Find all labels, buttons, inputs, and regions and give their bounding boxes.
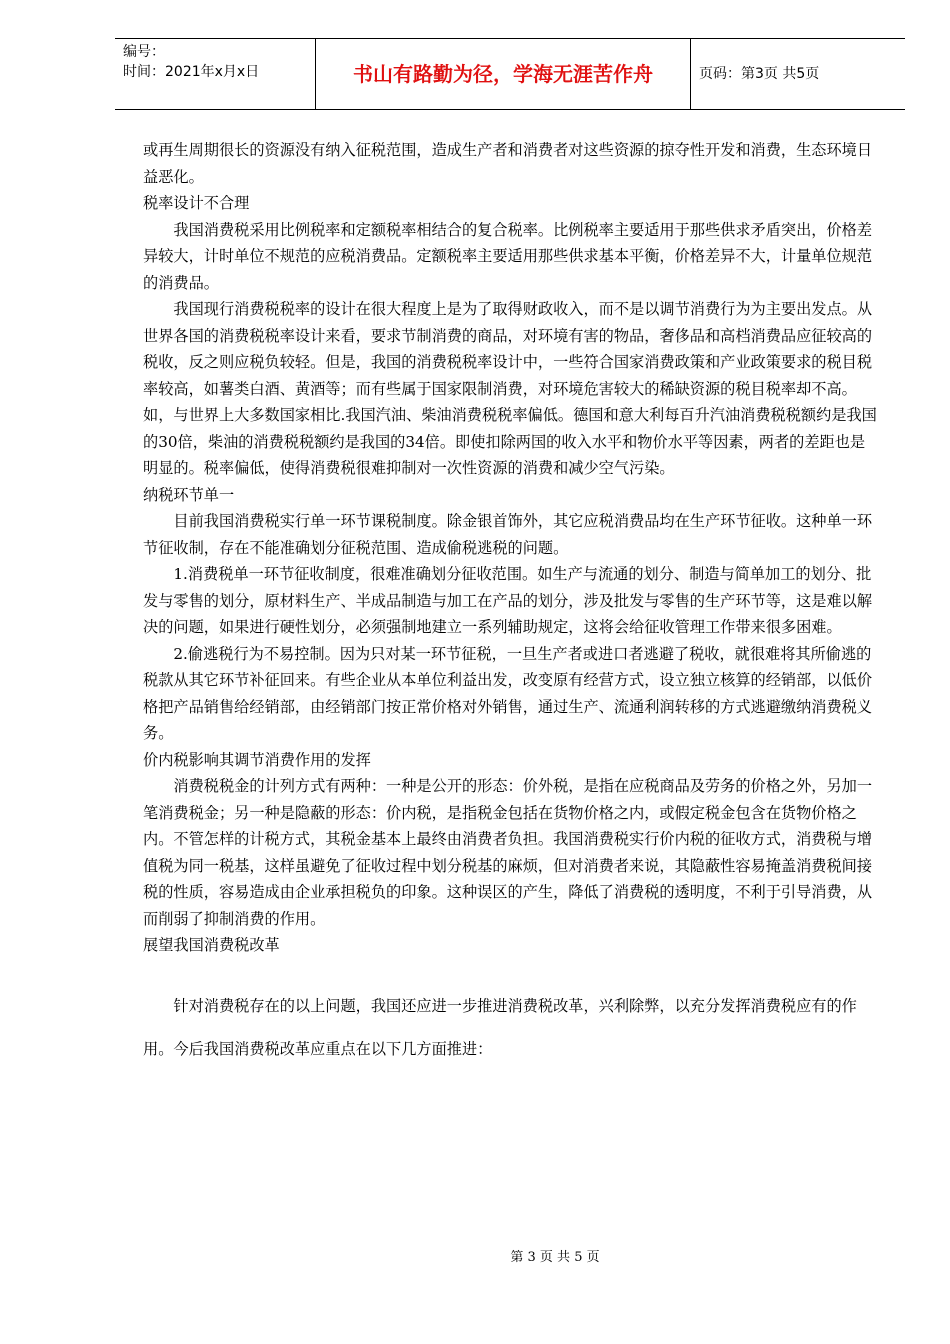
document-body	[143, 137, 878, 1071]
spacer	[143, 959, 878, 985]
paragraph: 消费税税金的计列方式有两种：一种是公开的形态：价外税，是指在应税商品及劳务的价格之外，另加一笔消费税金；另一种是隐蔽的形态：价内税，是指税金包括在货物价格之内，或假定税金包含在货物价格之内。不管怎样的计税方式，其税金基本上最终由消费者负担。我国消费税实行价内税的征收方式，消费税与增值税为同一税基，这样虽避免了征收过程中划分税基的麻烦，但对消费者来说，其隐蔽性容易掩盖消费税间接税的性质，容易造成由企业承担税负的印象。这种误区的产生，降低了消费税的透明度，不利于引导消费，从而削弱了抑制消费的作用。	[143, 777, 873, 928]
list-item: 1.消费税单一环节征收制度，很难准确划分征收范围。如生产与流通的划分、制造与简单加工的划分、批发与零售的划分，原材料生产、半成品制造与加工在产品的划分，涉及批发与零售的生产环节等，这是难以解决的问题，如果进行硬性划分，必须强制地建立一系列辅助规定，这将会给征收管理工作带来很多困难。	[143, 565, 872, 636]
section-heading: 展望我国消费税改革	[143, 936, 280, 954]
paragraph: 目前我国消费税实行单一环节课税制度。除金银首饰外，其它应税消费品均在生产环节征收。这种单一环节征收制，存在不能准确划分征税范围、造成偷税逃税的问题。	[143, 512, 873, 557]
header-page-label: 页码：第3页 共5页	[699, 66, 820, 82]
section-heading: 价内税影响其调节消费作用的发挥	[143, 750, 371, 769]
section-heading: 纳税环节单一	[143, 485, 235, 504]
list-item: 2.偷逃税行为不易控制。因为只对某一环节征税，一旦生产者或进口者逃避了税收，就很难将其所偷逃的税款从其它环节补征回来。有些企业从本单位利益出发，改变原有经营方式，设立独立核算的经销部，以低价格把产品销售给经销部，由经销部门按正常价格对外销售，通过生产、流通利润转移的方式逃避缴纳消费税义务。	[143, 644, 872, 742]
section-heading: 税率设计不合理	[143, 194, 250, 212]
page-footer: 第 3 页 共 5 页	[510, 1250, 600, 1265]
paragraph: 我国现行消费税税率的设计在很大程度上是为了取得财政收入，而不是以调节消费行为为主要出发点。从世界各国的消费税税率设计来看，要求节制消费的商品，对环境有害的物品，奢侈品和高档消费品应征较高的税收，反之则应税负较轻。但是，我国的消费税税率设计中，一些符合国家消费政策和产业政策要求的税目税率较高，如薯类白酒、黄酒等；而有些属于国家限制消费，对环境危害较大的稀缺资源的税目税率却不高。如，与世界上大多数国家相比.我国汽油、柴油消费税税率偏低。德国和意大利每百升汽油消费税税额约是我国的30倍，柴油的消费税税额约是我国的34倍。即使扣除两国的收入水平和物价水平等因素，两者的差距也是明显的。税率偏低，使得消费税很难抑制对一次性资源的消费和减少空气污染。	[143, 300, 877, 477]
document-time-label: 时间：2021年x月x日	[123, 64, 260, 80]
page-header	[115, 38, 905, 110]
document-number-label: 编号：	[123, 44, 165, 60]
paragraph: 针对消费税存在的以上问题，我国还应进一步推进消费税改革，兴利除弊，以充分发挥消费税应有的作用。今后我国消费税改革应重点在以下几方面推进：	[143, 996, 857, 1058]
paragraph: 或再生周期很长的资源没有纳入征税范围，造成生产者和消费者对这些资源的掠夺性开发和消费，生态环境日益恶化。	[143, 141, 872, 186]
header-meta	[115, 39, 316, 109]
paragraph: 我国消费税采用比例税率和定额税率相结合的复合税率。比例税率主要适用于那些供求矛盾突出，价格差异较大，计时单位不规范的应税消费品。定额税率主要适用那些供求基本平衡，价格差异不大，计量单位规范的消费品。	[143, 220, 873, 292]
header-motto: 书山有路勤为径，学海无涯苦作舟	[316, 39, 691, 109]
